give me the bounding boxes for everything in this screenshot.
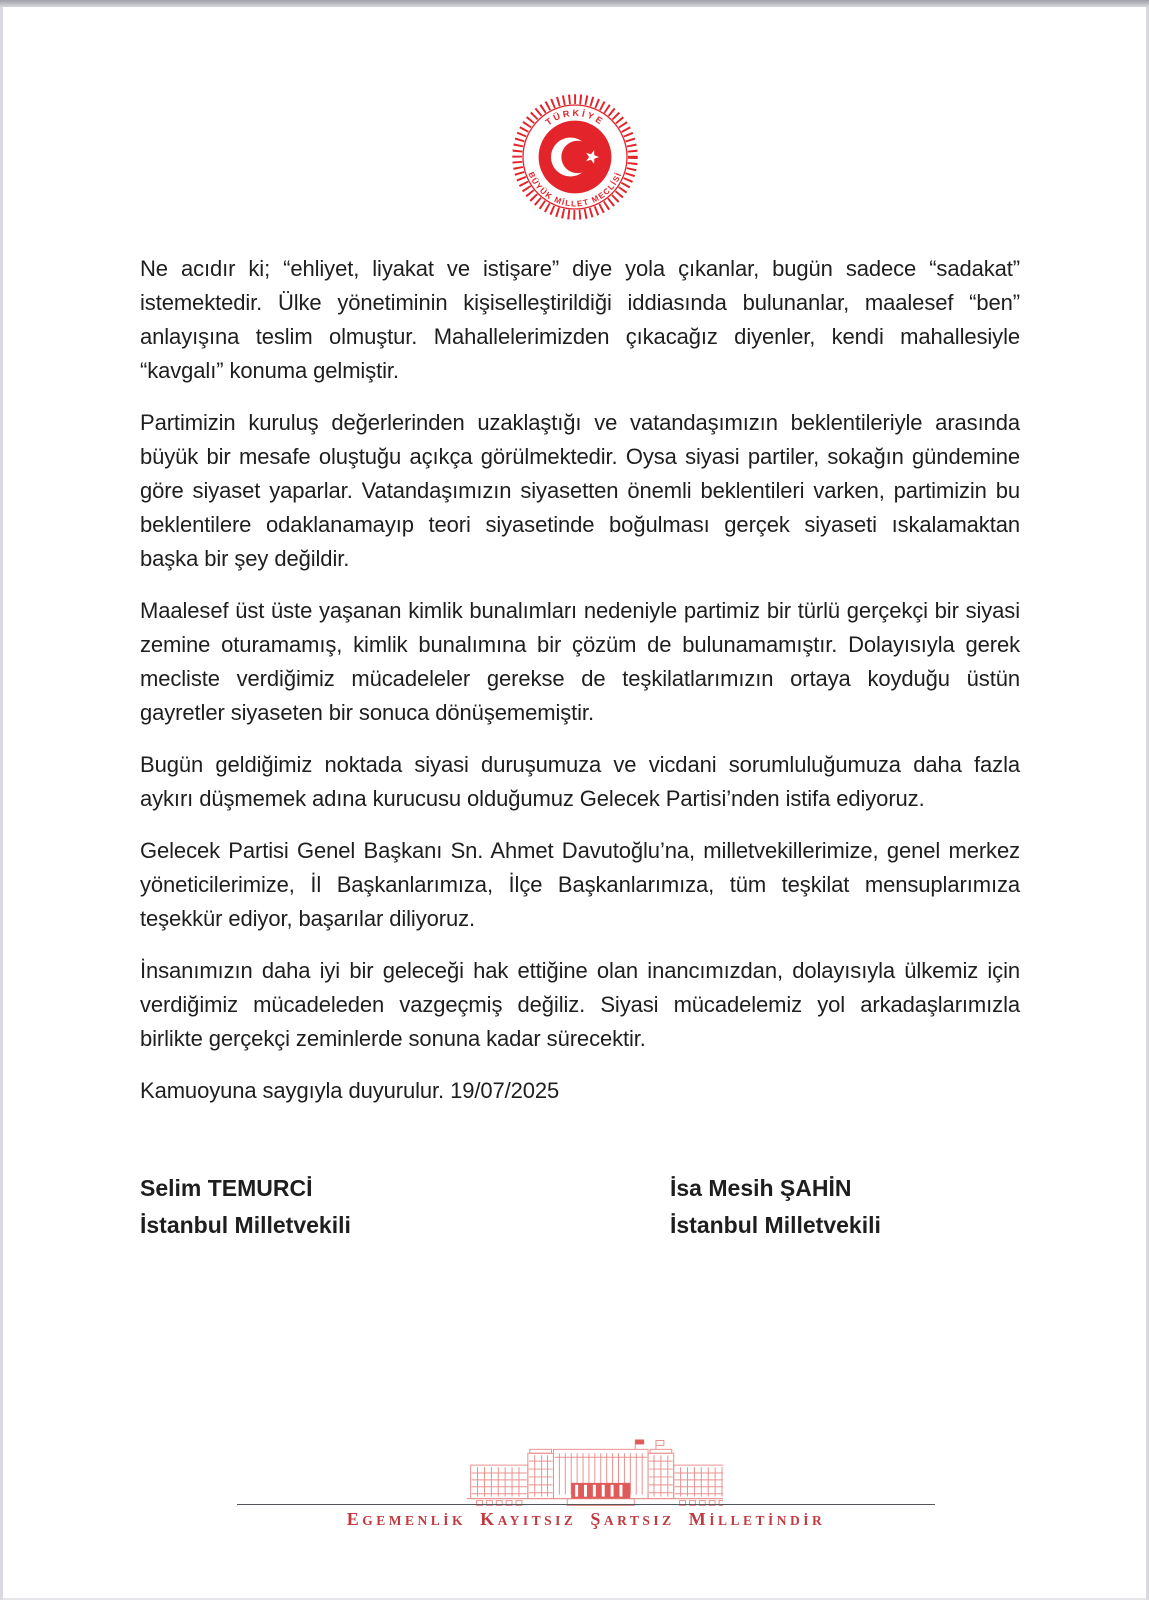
footer-motto: EGEMENLİK KAYITSIZ ŞARTSIZ MİLLETİNDİR xyxy=(346,1509,826,1529)
header xyxy=(0,92,1149,227)
signatory-title: İstanbul Milletvekili xyxy=(670,1212,881,1238)
closing-line: Kamuoyuna saygıyla duyurulur. 19/07/2025 xyxy=(140,1078,560,1103)
crescent-star-icon xyxy=(538,121,611,194)
paragraph-2: Partimizin kuruluş değerlerinden uzaklaştığı ve vatandaşımızın beklentileriyle arasında büyük bir mesafe oluştuğu açıkça görülmektedir. Oysa siyasi partiler, sokağın gündemine göre siyaset yaparlar. Vatandaşımızın siyasetten önemli beklentileri varken, partimizin bu beklentilere odaklanamayıp teori siyasetinde boğulması gerçek siyaseti ıskalamaktan başka bir şey değildir. xyxy=(140,410,1020,571)
turkish-flag-icon xyxy=(635,1439,644,1444)
paragraph-1: Ne acıdır ki; “ehliyet, liyakat ve istişare” diye yola çıkanlar, bugün sadece “sadakat” istemektedir. Ülke yönetiminin kişiselleştirildiği iddiasında bulunanlar, maalesef “ben” anlayışına teslim olmuştur. Mahallelerimizden çıkacağız diyenler, kendi mahallesiyle “kavgalı” konuma gelmiştir. xyxy=(140,256,1020,383)
parliament-building-illustration xyxy=(447,1437,723,1509)
signatory-title: İstanbul Milletvekili xyxy=(140,1212,351,1238)
signatory-name: Selim TEMURCİ xyxy=(140,1175,313,1201)
paragraph-5: Gelecek Partisi Genel Başkanı Sn. Ahmet Davutoğlu’na, milletvekillerimize, genel merkez yöneticilerimize, İl Başkanlarımıza, İlçe Başkanlarımıza, tüm teşkilat mensuplarımıza teşekkür ediyor, başarılar diliyoruz. xyxy=(140,838,1020,931)
signature-block-left xyxy=(140,1170,670,1244)
signature-row xyxy=(140,1170,1020,1244)
letter-body xyxy=(140,252,1020,1244)
paragraph-6: İnsanımızın daha iyi bir geleceği hak ettiğine olan inancımızdan, dolayısıyla ülkemiz için verdiğimiz mücadeleden vazgeçmiş değiliz. Siyasi mücadelemiz yol arkadaşlarımızla birlikte gerçekçi zeminlerde sonuna kadar sürecektir. xyxy=(140,958,1020,1051)
signature-block-right xyxy=(670,1170,881,1244)
emblem-text-top: TÜRKİYE xyxy=(543,107,606,128)
footer-rule xyxy=(237,1504,935,1505)
paragraph-4: Bugün geldiğimiz noktada siyasi duruşumuza ve vicdani sorumluluğumuza daha fazla aykırı düşmemek adına kurucusu olduğumuz Gelecek Partisi’nden istifa ediyoruz. xyxy=(140,752,1020,811)
page-top-edge xyxy=(0,0,1149,7)
building-entrance xyxy=(571,1483,630,1499)
paragraph-3: Maalesef üst üste yaşanan kimlik bunalımları nedeniyle partimiz bir türlü gerçekçi bir siyasi zemine oturamamış, kimlik bunalımına bir çözüm de bulunamamıştır. Dolayısıyla gerek mecliste verdiğimiz mücadeleler gerekse de teşkilatlarımızın ortaya koyduğu üstün gayretler siyaseten bir sonuca dönüşememiştir. xyxy=(140,598,1020,725)
signatory-name: İsa Mesih ŞAHİN xyxy=(670,1175,852,1201)
emblem-text-bottom: BÜYÜK MİLLET MECLİSİ xyxy=(525,170,624,209)
tbmm-emblem xyxy=(510,92,640,222)
